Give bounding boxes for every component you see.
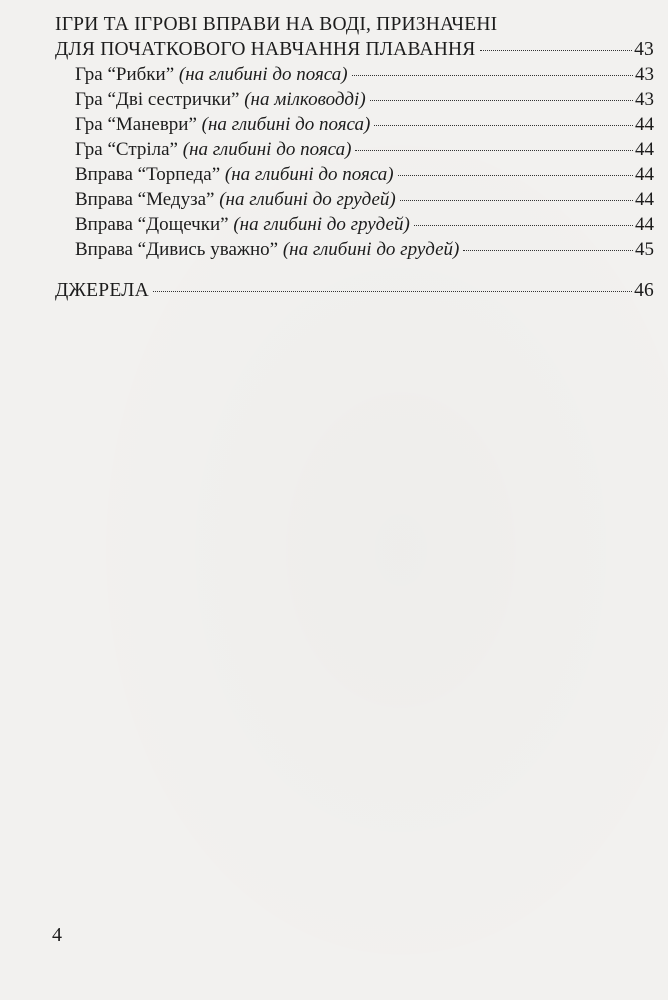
table-of-contents bbox=[55, 12, 654, 303]
toc-entry[interactable] bbox=[55, 87, 654, 112]
toc-section-heading bbox=[55, 12, 654, 62]
toc-entry[interactable] bbox=[55, 137, 654, 162]
toc-entry[interactable] bbox=[55, 212, 654, 237]
dot-leader bbox=[480, 50, 633, 51]
entry-title: Гра “Стріла” bbox=[75, 139, 178, 160]
entry-title: Гра “Дві сестрички” bbox=[75, 89, 240, 110]
entry-page-number: 44 bbox=[635, 114, 654, 135]
entry-title: Гра “Маневри” bbox=[75, 114, 197, 135]
section-title-line2: ДЛЯ ПОЧАТКОВОГО НАВЧАННЯ ПЛАВАННЯ bbox=[55, 39, 476, 60]
page-number: 4 bbox=[52, 924, 62, 946]
entry-note: (на глибині до пояса) bbox=[178, 64, 348, 85]
toc-entry[interactable] bbox=[55, 112, 654, 137]
entry-page-number: 45 bbox=[635, 239, 654, 260]
dot-leader bbox=[400, 200, 633, 201]
spacer bbox=[55, 262, 654, 278]
sources-page-number: 46 bbox=[634, 280, 654, 301]
toc-entry[interactable] bbox=[55, 162, 654, 187]
dot-leader bbox=[153, 291, 632, 292]
entry-page-number: 43 bbox=[635, 89, 654, 110]
entry-title: Вправа “Медуза” bbox=[75, 189, 215, 210]
entry-note: (на мілководді) bbox=[244, 89, 366, 110]
toc-entry[interactable] bbox=[55, 62, 654, 87]
section-title-line2-entry[interactable] bbox=[55, 37, 654, 62]
section-title-line1: ІГРИ ТА ІГРОВІ ВПРАВИ НА ВОДІ, ПРИЗНАЧЕНІ bbox=[55, 14, 498, 35]
entry-note: (на глибині до грудей) bbox=[282, 239, 460, 260]
toc-entry-sources[interactable] bbox=[55, 278, 654, 303]
entry-title: Гра “Рибки” bbox=[75, 64, 175, 85]
entry-title: Вправа “Дивись уважно” bbox=[75, 239, 279, 260]
section-page-number: 43 bbox=[634, 39, 654, 60]
entry-page-number: 44 bbox=[635, 164, 654, 185]
toc-entry[interactable] bbox=[55, 237, 654, 262]
entry-page-number: 44 bbox=[635, 214, 654, 235]
dot-leader bbox=[463, 250, 633, 251]
dot-leader bbox=[352, 75, 633, 76]
entry-note: (на глибині до пояса) bbox=[182, 139, 352, 160]
dot-leader bbox=[355, 150, 633, 151]
entry-page-number: 43 bbox=[635, 64, 654, 85]
dot-leader bbox=[370, 100, 633, 101]
entry-note: (на глибині до пояса) bbox=[224, 164, 394, 185]
entry-note: (на глибині до пояса) bbox=[201, 114, 371, 135]
entry-title: Вправа “Торпеда” bbox=[75, 164, 221, 185]
entry-page-number: 44 bbox=[635, 139, 654, 160]
dot-leader bbox=[398, 175, 633, 176]
sources-title: ДЖЕРЕЛА bbox=[55, 280, 149, 301]
entry-note: (на глибині до грудей) bbox=[233, 214, 410, 235]
dot-leader bbox=[414, 225, 633, 226]
entry-page-number: 44 bbox=[635, 189, 654, 210]
entry-note: (на глибині до грудей) bbox=[219, 189, 396, 210]
entry-title: Вправа “Дощечки” bbox=[75, 214, 229, 235]
toc-entry[interactable] bbox=[55, 187, 654, 212]
dot-leader bbox=[374, 125, 633, 126]
